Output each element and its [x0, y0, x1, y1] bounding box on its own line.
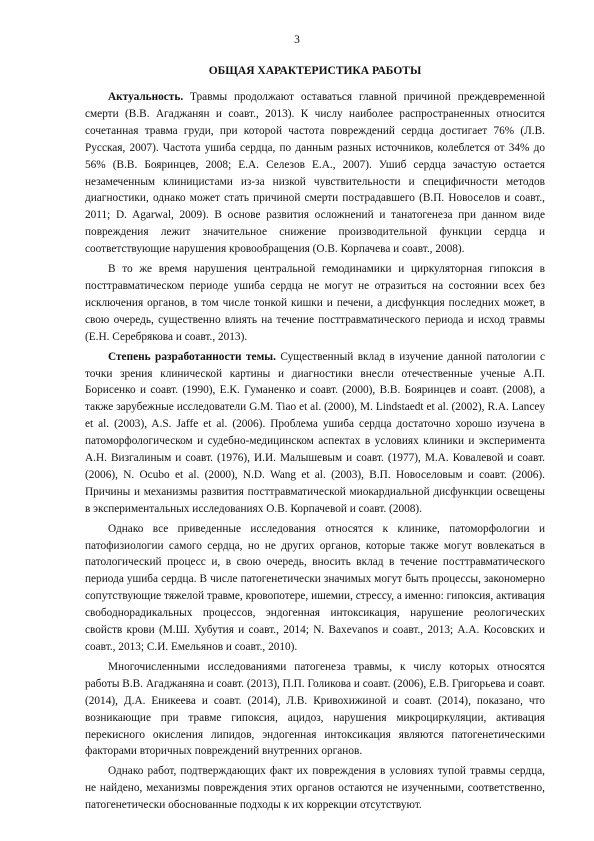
paragraph-lead-relevance: Актуальность. — [108, 91, 184, 103]
paragraph-text-relevance: Травмы продолжают оставаться главной причиной преждевременной смерти (В.В. Агаджанян и соавт., 2013). К числу наиболее распространенных относится сочетанная травма груди, при которой частота повреждений сердца достигает 76% (Л.В. Русская, 2007). Частота ушиба сердца, по данным разных источников, колеблется от 34% до 56% (В.В. Бояринцев, 2008; Е.А. Селезов Е.А., 2007). Ушиб сердца зачастую остается незамеченным клиницистами из-за низкой чувствительности и специфичности методов диагностики, однако может стать причиной смерти пострадавшего (В.П. Новоселов и соавт., 2011; D. Agarwal, 2009). В основе развития осложнений и танатогенеза при данном виде повреждения лежит значительное снижение производительной функции сердца и соответствующие нарушения кровообращения (О.В. Корпачева и соавт., 2008). — [85, 91, 545, 256]
paragraph-conclusion — [85, 763, 545, 814]
paragraph-text-pathogenesis: Многочисленными исследованиями патогенеза травмы, к числу которых относятся работы В.В. Агаджаняна и соавт. (2013), П.П. Голикова и соавт. (2006), Е.В. Григорьева и соавт. (2014), Д.А. Еникеева и соавт. (2014), Л.В. Кривохижиной и соавт. (2014), показано, что возникающие при травме гипоксия, ацидоз, нарушения микроциркуляции, активация перекисного окисления липидов, эндогенная интоксикация являются патогенетическими факторами вторичных повреждений внутренних органов. — [85, 660, 545, 758]
section-title: ОБЩАЯ ХАРАКТЕРИСТИКА РАБОТЫ — [208, 65, 422, 77]
paragraph-relevance — [85, 89, 545, 258]
page-content — [85, 64, 545, 814]
paragraph-text-degree-of-development: Существенный вклад в изучение данной патологии с точки зрения клинической картины и диагностики внесли отечественные ученые А.П. Борисенко и соавт. (1990), Е.К. Гуманенко и соавт. (2000), В.В. Бояринцев и соавт. (2008), а также зарубежные исследователи G.M. Tiao et al. (2000), M. Lindstaedt et al. (2002), R.A. Lancey et al. (2003), A.S. Jaffe et al. (2006). Проблема ушиба сердца достаточно хорошо изучена в патоморфологическом и судебно-медицинском аспектах в условиях клиники и эксперимента А.Н. Визгалиным и соавт. (1976), И.И. Малышевым и соавт. (1977), М.А. Ковалевой и соавт. (2006), N. Ocubo et al. (2000), N.D. Wang et al. (2003), В.П. Новоселовым и соавт. (2006). Причины и механизмы развития посттравматической миокардиальной дисфункции освещены в экспериментальных исследованиях О.В. Корпачевой и соавт. (2008). — [85, 350, 546, 515]
paragraph-text-hemodynamics: В то же время нарушения центральной гемодинамики и циркуляторная гипоксия в посттравматическом периоде ушиба сердца не могут не отразиться на состоянии всех без исключения органов, в том числе тонкой кишки и печени, а дисфункция последних может, в свою очередь, существенно влиять на течение посттравматического периода и исход травмы (Е.Н. Серебрякова и соавт., 2013). — [85, 263, 545, 343]
paragraph-text-conclusion: Однако работ, подтверждающих факт их повреждения в условиях тупой травмы сердца, не найдено, механизмы повреждения этих органов остаются не изученными, соответственно, патогенетически обоснованные подходы к их коррекции отсутствуют. — [85, 765, 545, 812]
paragraph-pathogenesis — [85, 659, 545, 760]
paragraph-degree-of-development — [85, 349, 545, 518]
paragraph-hemodynamics — [85, 261, 545, 346]
paragraph-other-organs — [85, 521, 545, 656]
paragraph-text-other-organs: Однако все приведенные исследования относятся к клинике, патоморфологии и патофизиологии самого сердца, но не других органов, которые также могут вовлекаться в патологический процесс и, в свою очередь, вносить вклад в течение посттравматического периода ушиба сердца. В числе патогенетически значимых могут быть процессы, закономерно сопутствующие тяжелой травме, кровопотере, ишемии, стрессу, а именно: гипоксия, активация свободнорадикальных процессов, эндогенная интоксикация, нарушение реологических свойств крови (М.Ш. Хубутия и соавт., 2014; N. Baxevanos и соавт., 2013; А.А. Косовских и соавт., 2013; С.И. Емельянов и соавт., 2010). — [85, 522, 545, 653]
paragraph-lead-degree-of-development: Степень разработанности темы. — [108, 350, 276, 363]
page-number: 3 — [294, 34, 300, 46]
